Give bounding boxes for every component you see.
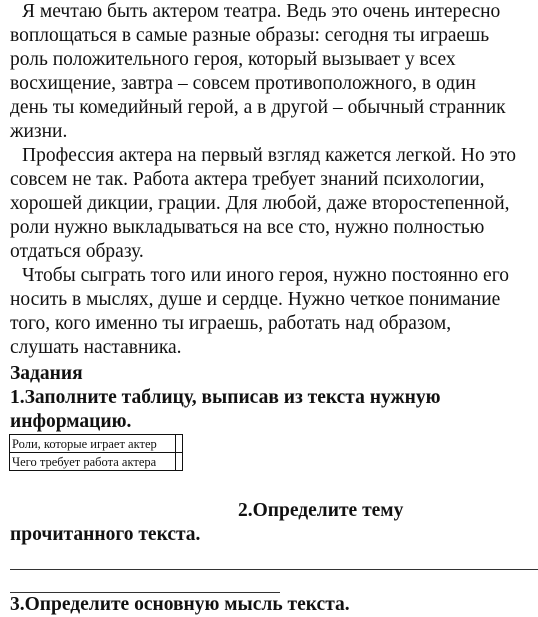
- text-line: хорошей дикции, грации. Для любой, даже второстепенной,: [10, 193, 510, 214]
- task-1-line-1: 1.Заполните таблицу, выписав из текста нужную: [10, 387, 441, 408]
- text-line: восхищение, завтра – совсем противоположного, в один: [10, 73, 476, 94]
- task-2-line-2: прочитанного текста.: [10, 524, 201, 545]
- text-line: роли нужно выкладываться на все сто, нужно полностью: [10, 217, 485, 238]
- tasks-heading: Задания: [10, 363, 83, 384]
- text-line: день ты комедийный герой, а в другой – обычный странник: [10, 97, 506, 118]
- task-3-line-1: 3.Определите основную мысль текста.: [10, 594, 350, 615]
- task-2-line-1: 2.Определите тему: [238, 500, 404, 521]
- text-line: Чтобы сыграть того или иного героя, нужно постоянно его: [22, 265, 509, 286]
- text-line: воплощаться в самые разные образы: сегодня ты играешь: [10, 25, 490, 46]
- text-line: Я мечтаю быть актером театра. Ведь это очень интересно: [22, 1, 501, 22]
- text-line: того, кого именно ты играешь, работать над образом,: [10, 313, 452, 334]
- answer-table: [9, 434, 183, 471]
- text-line: слушать наставника.: [10, 337, 182, 358]
- text-line: роль положительного героя, который вызывает у всех: [10, 49, 456, 70]
- text-line: носить в мыслях, душе и сердце. Нужно четкое понимание: [10, 289, 501, 310]
- table-row: [10, 435, 183, 453]
- text-line: совсем не так. Работа актера требует знаний психологии,: [10, 169, 485, 190]
- table-row: [10, 453, 183, 471]
- answer-line[interactable]: [10, 569, 538, 570]
- table-cell-answer[interactable]: [176, 435, 183, 453]
- task-1-line-2: информацию.: [10, 411, 132, 432]
- text-line: жизни.: [10, 121, 68, 142]
- table-cell-label: Роли, которые играет актер: [10, 435, 176, 453]
- text-line: Профессия актера на первый взгляд кажется легкой. Но это: [22, 145, 516, 166]
- table-cell-answer[interactable]: [176, 453, 183, 471]
- table-cell-label: Чего требует работа актера: [10, 453, 176, 471]
- text-line: отдаться образу.: [10, 241, 144, 262]
